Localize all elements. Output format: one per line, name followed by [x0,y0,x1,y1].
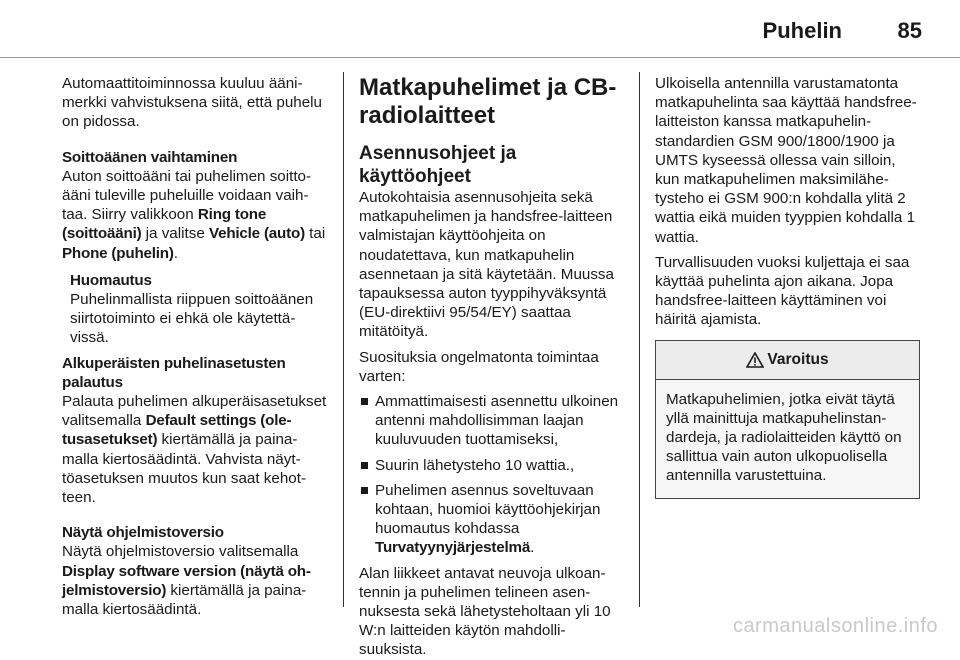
dealer-advice-paragraph: Alan liikkeet antavat neuvoja ulkoantennin ja puhelimen telineen asennuksesta sekä lähetysteholtaan yli 10 W:n laitteiden käytön mahdollisuuksista. [359,564,611,659]
airbag-system-link-label: Turvatyynyjärjestelmä [375,539,531,557]
reset-paragraph: Palauta puhelimen alkuperäisasetukset valitsemalla Default settings (oletusasetukset) kiertämällä ja painamalla kiertosäädintä. Vahvista näyttöasetuksen muutos kun saat kehotteen. [62,393,327,507]
note-block [70,271,328,348]
warning-header [656,341,919,380]
phone-option-label: Phone (puhelin) [62,244,174,262]
warning-title: Varoitus [767,351,829,369]
watermark: carmanualsonline.info [732,615,938,637]
intro-paragraph: Automaattitoiminnossa kuuluu äänimerkki vahvistuksena siitä, että puhelu on pidossa. [62,75,323,131]
list-item: Ammattimaisesti asennettu ulkoinen antenni mahdollisimman laajan kuuluvuuden tuottamiseksi, [359,392,625,450]
column-right [655,74,921,499]
header-rule [0,57,960,58]
page-header [0,0,960,58]
default-settings-label: Default settings (oletusasetukset) [62,412,292,449]
list-item: Puhelimen asennus soveltuvaan kohtaan, huomioi käyttöohjekirjan huomautus kohdassa Turvatyynyjärjestelmä. [359,481,625,558]
recommendations-intro: Suosituksia ongelmatonta toimintaa varten: [359,348,599,385]
warning-triangle-icon [746,352,764,368]
ringtone-heading: Soittoäänen vaihtaminen [62,148,238,166]
reset-heading: Alkuperäisten puhelinasetusten palautus [62,354,286,391]
ringtone-menu-label: Ring tone (soittoääni) [62,206,267,243]
safety-paragraph: Turvallisuuden vuoksi kuljettaja ei saa käyttää puhelinta ajon aikana. Jopa handsfree-laitteen käyttäminen voi häiritä ajamista. [655,253,910,329]
column-divider-1 [343,72,344,607]
warning-box [655,340,920,499]
column-middle [359,74,625,660]
column-divider-2 [639,72,640,607]
installation-paragraph: Autokohtaisia asennusohjeita sekä matkapuhelimen ja handsfree-laitteen valmistajan käyttöohjeita on noudatettava, kun matkapuhelin asennetaan ja sitä käytetään. Muussa tapauksessa auton tyyppihyväksyntä (EU-direktiivi 95/54/EY) saattaa mitätöityä. [359,189,614,341]
page-title: Puhelin [762,18,842,43]
page-number: 85 [897,18,922,43]
antenna-paragraph: Ulkoisella antennilla varustamatonta matkapuhelinta saa käyttää handsfree-laitteiston kanssa matkapuhelinstandardien GSM 900/1800/1900 ja UMTS kyseessä ollessa vain silloin, kun matkapuhelimen maksimilähetysteho ei GSM 900:n kohdalla ylitä 2 wattia eikä muiden tyyppien kohdalla 1 wattia. [655,75,917,246]
software-version-paragraph: Näytä ohjelmistoversio valitsemalla Display software version (näytä ohjelmistoversio) kiertämällä ja painamalla kiertosäädintä. [62,543,311,619]
warning-body: Matkapuhelimien, jotka eivät täytä yllä mainittuja matkapuhelinstandardeja, ja radiolaitteiden käyttö on sallittua vain auton ulkopuolisella antennilla varustettuina. [656,380,919,498]
section-subheading: Asennusohjeet ja käyttöohjeet [359,143,517,187]
note-text: Puhelinmallista riippuen soittoäänen siirtotoiminto ei ehkä ole käytettävissä. [70,291,314,347]
list-item: Suurin lähetysteho 10 wattia., [359,456,625,475]
display-software-label: Display software version (näytä ohjelmistoversio) [62,562,311,599]
column-left [62,74,328,619]
software-version-heading: Näytä ohjelmistoversio [62,524,224,542]
note-title: Huomautus [70,271,152,289]
recommendations-list [359,392,625,558]
ringtone-paragraph: Auton soittoääni tai puhelimen soittoääni tuleville puheluille voidaan vaihtaa. Siirry valikkoon Ring tone (soittoääni) ja valitse Vehicle (auto) tai Phone (puhelin). [62,167,326,262]
section-heading: Matkapuhelimet ja CB-radiolaitteet [359,74,617,129]
vehicle-option-label: Vehicle (auto) [208,225,305,243]
